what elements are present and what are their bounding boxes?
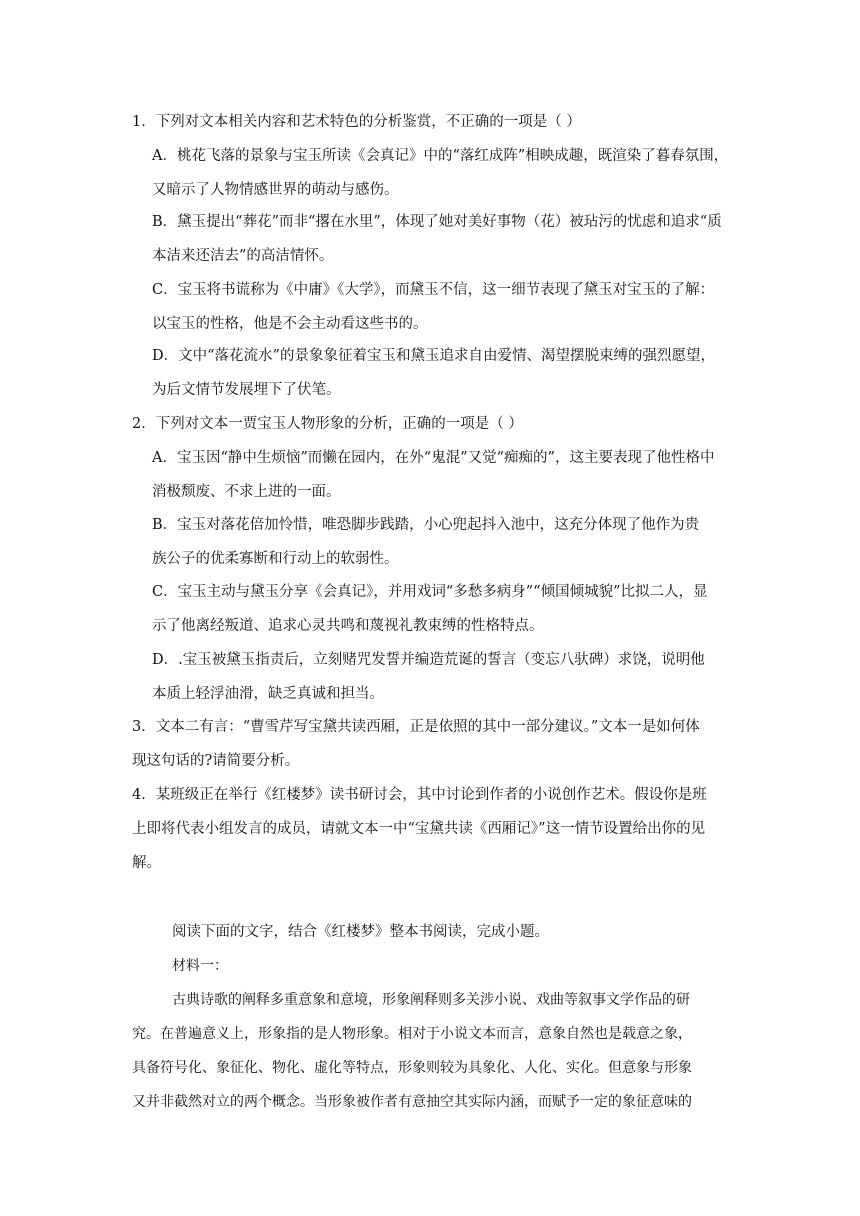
- question-4-line-1: 4．某班级正在举行《红楼梦》读书研讨会，其中讨论到作者的小说创作艺术。假设你是班: [132, 787, 707, 803]
- question-1-option-a-line-2: 又暗示了人物情感世界的萌动与感伤。: [152, 182, 399, 198]
- question-2-option-d-line-2: 本质上轻浮油滑，缺乏真诚和担当。: [152, 686, 384, 702]
- question-2-option-a-line-1: A．宝玉因“静中生烦恼”而懒在园内，在外“鬼混”又觉“痴痴的”，这主要表现了他性格中: [152, 450, 715, 466]
- question-2-stem: 2．下列对文本一贾宝玉人物形象的分析，正确的一项是（ ）: [132, 416, 523, 432]
- question-1-option-b-line-2: 本洁来还洁去”的高洁情怀。: [152, 248, 334, 264]
- question-1-stem: 1．下列对文本相关内容和艺术特色的分析鉴赏，不正确的一项是（ ）: [132, 114, 581, 130]
- question-4-line-2: 上即将代表小组发言的成员，请就文本一中“宝黛共读《西厢记》”这一情节设置给出你的见: [132, 821, 706, 837]
- material-paragraph-line-4: 又并非截然对立的两个概念。当形象被作者有意抽空其实际内涵，而赋予一定的象征意味的: [132, 1094, 692, 1110]
- question-2-option-c-line-2: 示了他离经叛道、追求心灵共鸣和蔑视礼教束缚的性格特点。: [152, 618, 544, 634]
- question-1-option-a-line-1: A．桃花飞落的景象与宝玉所读《会真记》中的“落红成阵”相映成趣，既渲染了暮春氛围，: [152, 148, 729, 164]
- material-paragraph-line-3: 具备符号化、象征化、物化、虚化等特点，形象则较为具象化、人化、实化。但意象与形象: [132, 1060, 692, 1076]
- material-paragraph-line-1: 古典诗歌的阐释多重意象和意境，形象阐释则多关涉小说、戏曲等叙事文学作品的研: [172, 992, 690, 1008]
- question-2-option-b-line-2: 族公子的优柔寡断和行动上的软弱性。: [152, 551, 399, 567]
- question-4-line-3: 解。: [132, 855, 161, 871]
- question-2-option-c-line-1: C．宝玉主动与黛玉分享《会真记》，并用戏词“多愁多病身”“倾国倾城貌”比拟二人，显: [152, 584, 708, 600]
- question-1-option-d-line-1: D．文中“落花流水”的景象象征着宝玉和黛玉追求自由爱情、渴望摆脱束缚的强烈愿望，: [152, 348, 715, 364]
- material-paragraph-line-2: 究。在普遍意义上，形象指的是人物形象。相对于小说文本而言，意象自然也是载意之象，: [132, 1026, 692, 1042]
- question-2-option-b-line-1: B．宝玉对落花倍加怜惜，唯恐脚步践踏，小心兜起抖入池中，这充分体现了他作为贵: [152, 517, 700, 533]
- question-1-option-c-line-1: C．宝玉将书谎称为《中庸》《大学》，而黛玉不信，这一细节表现了黛玉对宝玉的了解：: [152, 282, 715, 298]
- reading-instructions: 阅读下面的文字，结合《红楼梦》整本书阅读，完成小题。: [172, 924, 549, 940]
- material-one-label: 材料一：: [172, 958, 228, 974]
- question-3-line-2: 现这句话的?请简要分析。: [132, 753, 300, 769]
- question-2-option-d-line-1: D．.宝玉被黛玉指责后，立刻赌咒发誓并编造荒诞的誓言（变忘八驮碑）求饶，说明他: [152, 652, 705, 668]
- question-2-option-a-line-2: 消极颓废、不求上进的一面。: [152, 484, 341, 500]
- question-1-option-c-line-2: 以宝玉的性格，他是不会主动看这些书的。: [152, 316, 428, 332]
- question-1-option-d-line-2: 为后文情节发展埋下了伏笔。: [152, 382, 341, 398]
- question-3-line-1: 3．文本二有言：“曹雪芹写宝黛共读西厢，正是依照的其中一部分建议。”文本一是如何体: [132, 719, 700, 735]
- question-1-option-b-line-1: B．黛玉提出“葬花”而非“撂在水里”，体现了她对美好事物（花）被玷污的忧虑和追求“质: [152, 214, 722, 230]
